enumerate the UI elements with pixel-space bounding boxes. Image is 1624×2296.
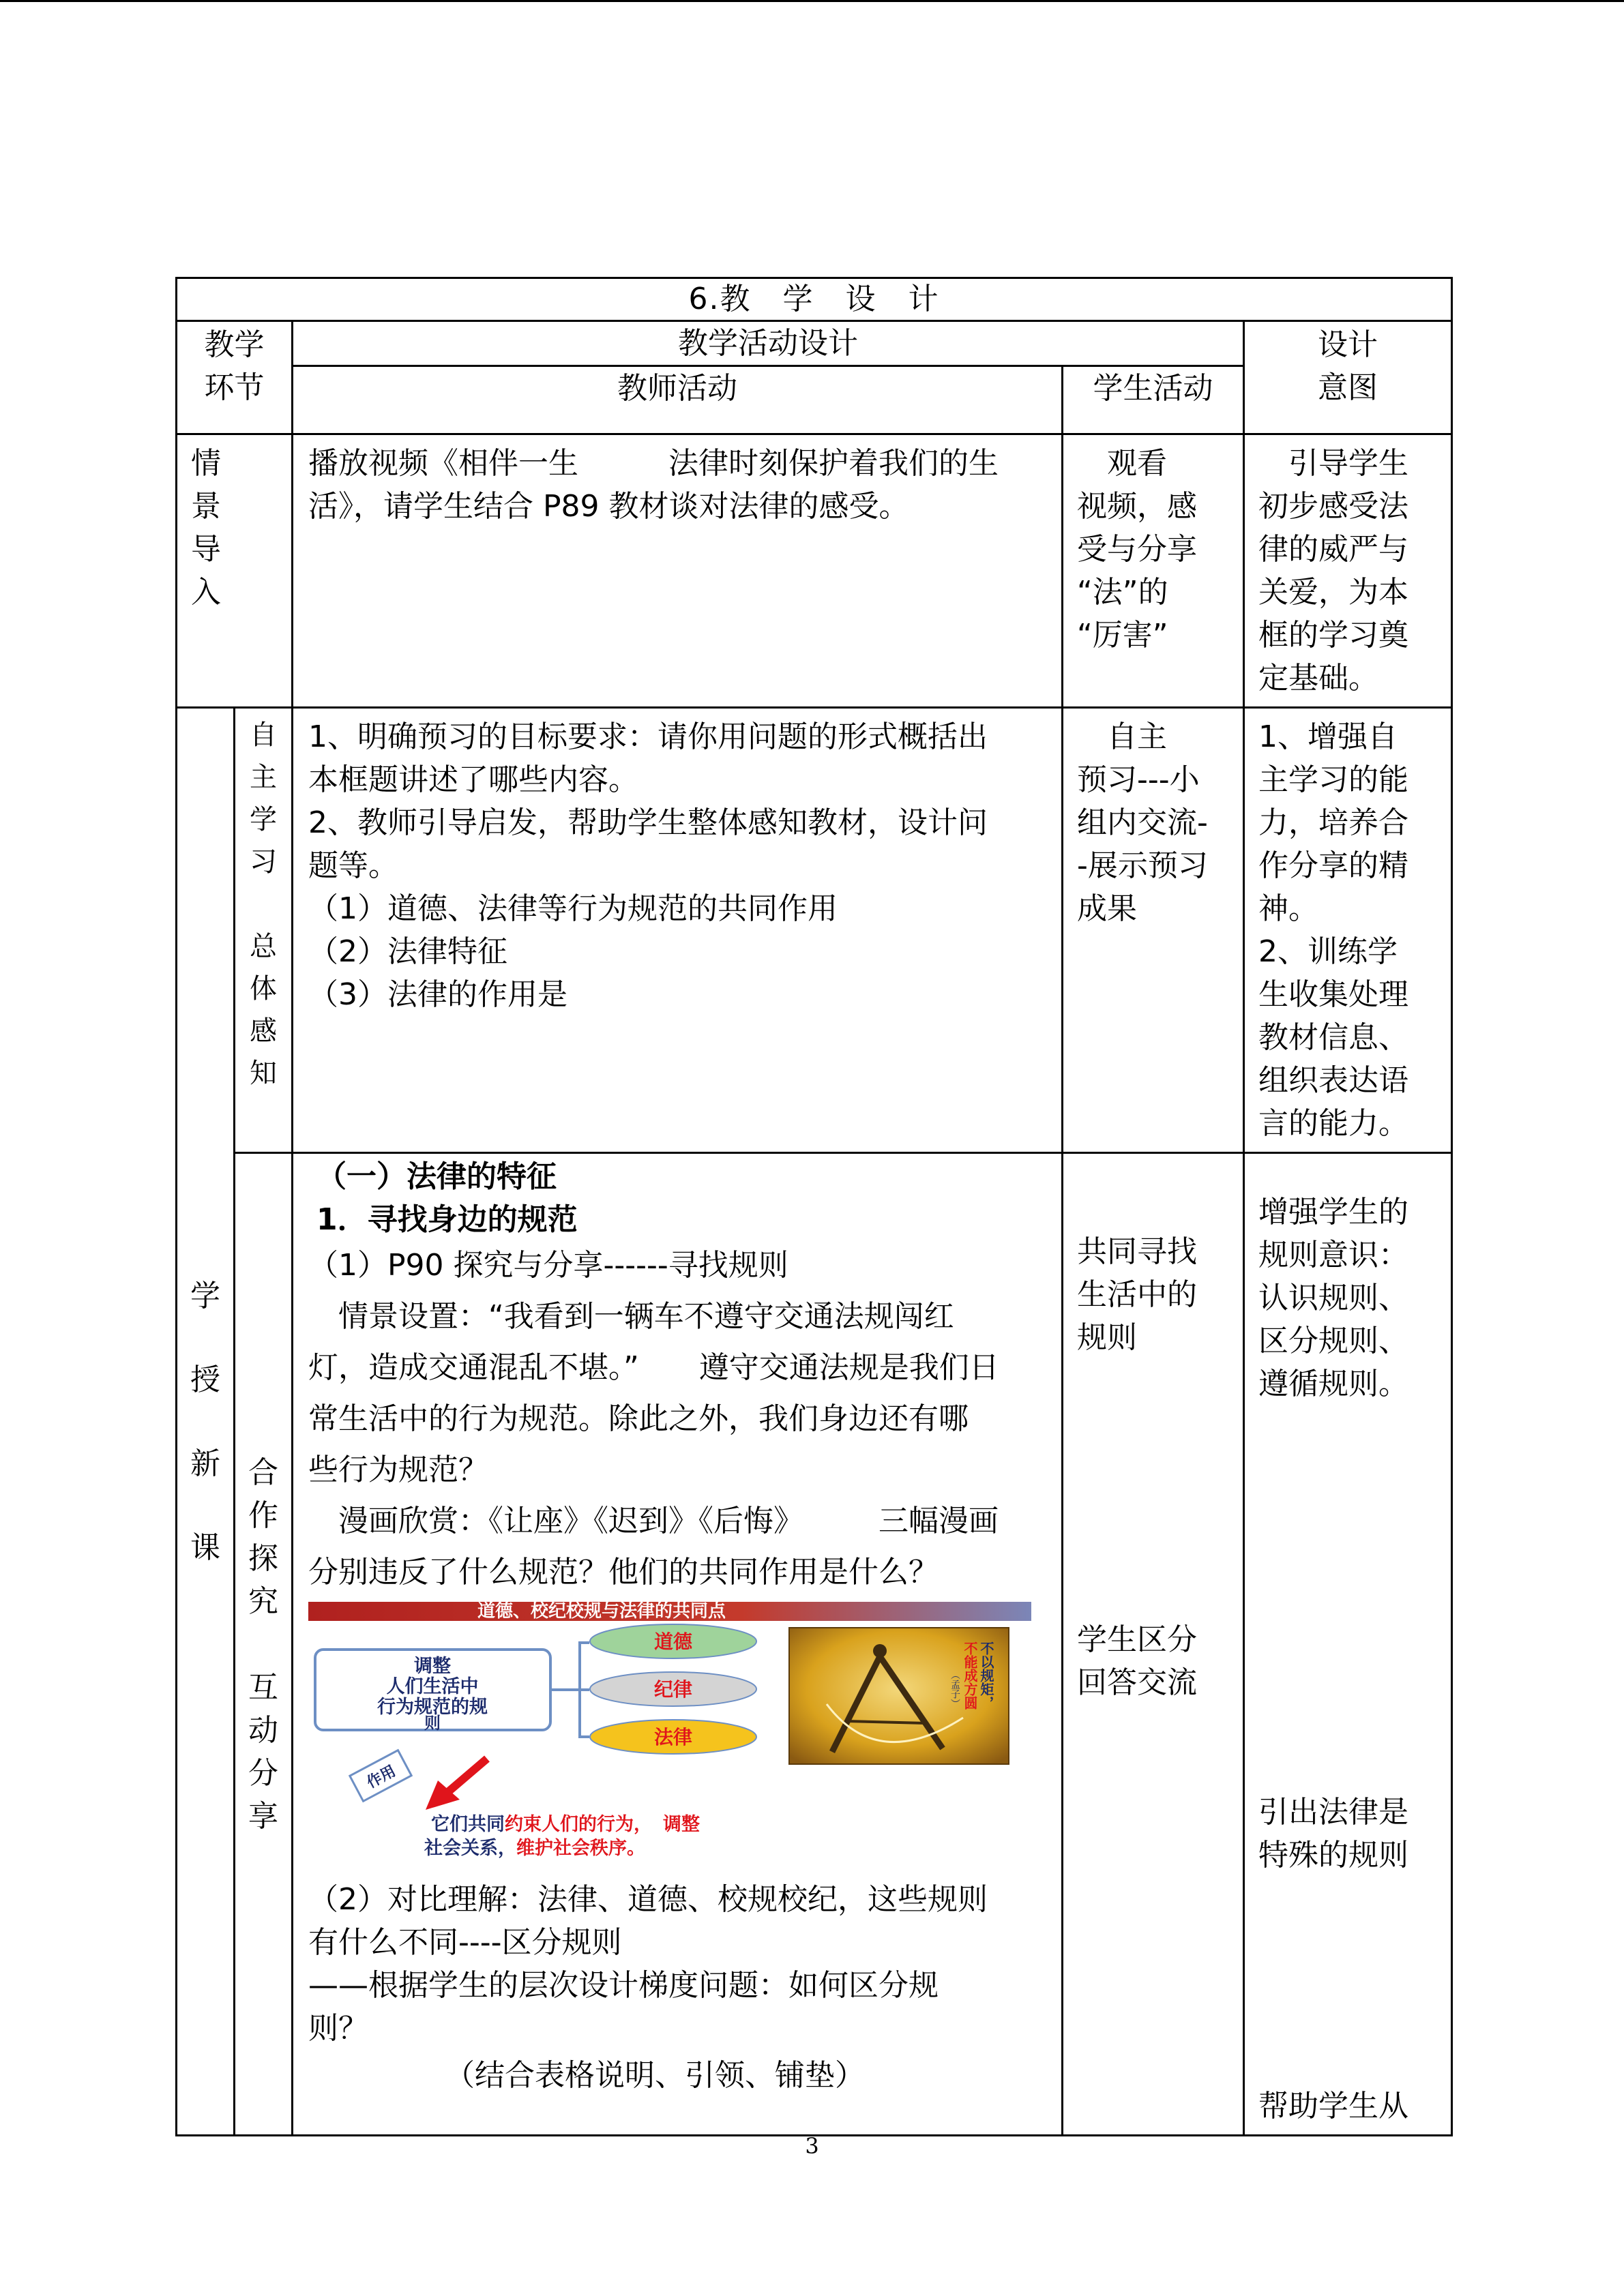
text-line: 本框题讲述了哪些内容。 <box>308 762 638 797</box>
text-line: 成果 <box>1077 891 1137 926</box>
text-line: “厉害” <box>1077 618 1168 653</box>
header-teacher-activity: 教师活动 <box>293 366 1063 434</box>
sub-stage-char: 总 <box>250 931 277 962</box>
stage-char: 导 <box>191 532 221 567</box>
sub-stage-char: 动 <box>248 1712 278 1748</box>
text-line: 回答交流 <box>1077 1665 1197 1700</box>
left-box-line: 人们生活中 <box>386 1676 479 1697</box>
sub-stage-char: 学 <box>250 804 277 835</box>
text-line: 区分规则、 <box>1258 1324 1408 1358</box>
sub-stage-char: 互 <box>248 1669 278 1705</box>
text-line: 引导学生 <box>1258 446 1408 481</box>
text-line: （1）P90 探究与分享------寻找规则 <box>308 1248 788 1283</box>
oval-label: 纪律 <box>653 1678 693 1701</box>
text-line: 生收集处理 <box>1258 977 1408 1012</box>
sub-stage-char: 习 <box>250 846 277 878</box>
table-title: 6.教 学 设 计 <box>177 278 1452 321</box>
diagram-brace <box>550 1643 589 1737</box>
self-study-teacher-activity <box>293 708 1063 1153</box>
text-line: 主学习的能 <box>1258 762 1408 797</box>
header-stage-line: 环节 <box>204 370 265 405</box>
text-line: （2）法律特征 <box>308 934 507 969</box>
diagram-banner-text: 道德、校纪校规与法律的共同点 <box>477 1602 726 1622</box>
diagram-bottom-line-2 <box>424 1837 645 1859</box>
text-line: 观看 <box>1077 446 1167 481</box>
sub-stage-char: 感 <box>250 1015 277 1047</box>
arrow-tag-text: 作用 <box>364 1762 399 1792</box>
text-line: 些行为规范？ <box>308 1452 488 1487</box>
photo-text-line: 不以规矩， <box>978 1641 994 1710</box>
intro-design-intent <box>1244 434 1452 708</box>
bottom-text-part: 社会关系， <box>424 1838 516 1859</box>
text-line: 1、增强自 <box>1258 719 1398 754</box>
text-line: 组内交流- <box>1077 805 1208 840</box>
text-line: 初步感受法 <box>1258 489 1408 524</box>
centered-note: （结合表格说明、引领、铺垫） <box>445 2058 865 2093</box>
intro-teacher-activity <box>293 434 1063 708</box>
photo-text-line: 不能成方圆 <box>962 1641 978 1710</box>
text-line: （2）对比理解：法律、道德、校规校纪，这些规则 <box>308 1882 988 1917</box>
intro-student-activity <box>1063 434 1244 708</box>
group-new-lesson <box>177 708 235 2136</box>
text-line: 播放视频《相伴一生 法律时刻保护着我们的生 <box>308 446 999 481</box>
text-line: 2、训练学 <box>1258 934 1398 969</box>
text-line: 则？ <box>308 2011 368 2046</box>
bottom-text-part: 调整 <box>663 1814 700 1835</box>
sub-stage-char: 知 <box>250 1058 277 1089</box>
text-line: 关爱，为本 <box>1258 575 1408 610</box>
text-line: 活》，请学生结合 P89 教材谈对法律的感受。 <box>308 489 909 524</box>
text-line: （1）道德、法律等行为规范的共同作用 <box>308 891 838 926</box>
bottom-text-part: 它们共同 <box>431 1814 505 1835</box>
bottom-text-part: 约束人们的行为， <box>505 1814 652 1835</box>
text-line: 受与分享 <box>1077 532 1197 567</box>
diagram-bottom-line-1 <box>431 1814 700 1835</box>
oval-label: 道德 <box>653 1630 693 1653</box>
text-line: 遵循规则。 <box>1258 1367 1408 1401</box>
sub-stage-char: 分 <box>248 1755 278 1791</box>
text-line: 2、教师引导启发，帮助学生整体感知教材，设计问 <box>308 805 988 840</box>
text-line: 分别违反了什么规范？他们的共同作用是什么？ <box>308 1555 939 1590</box>
text-line: 有什么不同----区分规则 <box>308 1925 622 1960</box>
group-char: 课 <box>190 1530 220 1565</box>
text-line: 定基础。 <box>1258 661 1378 696</box>
page-number: 3 <box>805 2133 819 2159</box>
arrow-tag <box>350 1750 411 1802</box>
sub-stage-char: 究 <box>248 1583 278 1619</box>
norms-diagram <box>308 1602 1031 1864</box>
sub-stage-char: 体 <box>250 973 277 1004</box>
text-line: 力，培养合 <box>1258 805 1408 840</box>
text-line: 教材信息、 <box>1258 1020 1408 1055</box>
cooperative-student-activity <box>1063 1153 1244 2136</box>
text-line: 视频，感 <box>1077 489 1197 524</box>
group-char: 授 <box>190 1362 220 1397</box>
text-line: 共同寻找 <box>1077 1234 1197 1269</box>
text-line: 规则意识： <box>1258 1238 1408 1272</box>
oval-label: 法律 <box>653 1726 693 1748</box>
text-line: 增强学生的 <box>1258 1195 1408 1229</box>
sub-stage-char: 探 <box>248 1540 278 1576</box>
left-box-line: 调整 <box>414 1656 451 1677</box>
group-char: 学 <box>190 1278 220 1313</box>
text-line: 作分享的精 <box>1258 848 1408 883</box>
text-line: “法”的 <box>1077 575 1168 610</box>
text-line: 生活中的 <box>1077 1277 1197 1312</box>
text-line: 漫画欣赏：《让座》《迟到》《后悔》 三幅漫画 <box>308 1504 999 1538</box>
header-intent <box>1244 321 1452 434</box>
sub-heading: 1．寻找身边的规范 <box>316 1202 578 1237</box>
text-line: 常生活中的行为规范。除此之外，我们身边还有哪 <box>308 1401 969 1436</box>
left-box-line: 则 <box>424 1714 441 1733</box>
text-line: 自主 <box>1077 719 1167 754</box>
text-line: 题等。 <box>308 848 398 883</box>
teaching-design-table <box>175 277 1453 2136</box>
bottom-text-part: 维护社会秩序。 <box>516 1838 645 1859</box>
stage-char: 入 <box>191 575 221 610</box>
norms-diagram-svg <box>308 1602 1031 1864</box>
cooperative-design-intent <box>1244 1153 1452 2136</box>
stage-char: 情 <box>191 446 221 481</box>
text-line: 引出法律是 <box>1258 1795 1408 1830</box>
sub-stage-gap <box>235 1623 291 1666</box>
header-activity-design: 教学活动设计 <box>293 321 1244 366</box>
section-heading: （一）法律的特征 <box>316 1159 557 1194</box>
left-box-line: 行为规范的规 <box>377 1697 488 1718</box>
text-line: 认识规则、 <box>1258 1281 1408 1315</box>
self-study-student-activity <box>1063 708 1244 1153</box>
text-line: （3）法律的作用是 <box>308 977 567 1012</box>
stage-char: 景 <box>191 489 221 524</box>
text-line: 组织表达语 <box>1258 1063 1408 1098</box>
text-line: 灯，造成交通混乱不堪。” 遵守交通法规是我们日 <box>308 1350 999 1385</box>
sub-stage-cooperative <box>235 1153 293 2136</box>
text-line: ——根据学生的层次设计梯度问题：如何区分规 <box>308 1968 939 2003</box>
sub-stage-gap <box>235 883 291 925</box>
text-line: 规则 <box>1077 1320 1137 1355</box>
text-line: 言的能力。 <box>1258 1106 1408 1141</box>
sub-stage-char: 合 <box>248 1455 278 1490</box>
text-line: 1、明确预习的目标要求：请你用问题的形式概括出 <box>308 719 988 754</box>
page-top-border <box>0 0 1624 2</box>
stage-intro <box>177 434 293 708</box>
text-line: 特殊的规则 <box>1258 1838 1408 1873</box>
header-stage-line: 教学 <box>204 327 265 362</box>
header-intent-line: 意图 <box>1318 370 1378 405</box>
sub-stage-char: 主 <box>250 762 277 793</box>
text-line: -展示预习 <box>1077 848 1208 883</box>
sub-stage-char: 自 <box>250 719 277 751</box>
text-line: 情景设置：“我看到一辆车不遵守交通法规闯红 <box>308 1299 954 1334</box>
text-line: 框的学习奠 <box>1258 618 1408 653</box>
sub-stage-self-study <box>235 708 293 1153</box>
group-char: 新 <box>190 1446 220 1481</box>
sub-stage-char: 享 <box>248 1798 278 1834</box>
text-line: 神。 <box>1258 891 1318 926</box>
text-line: 预习---小 <box>1077 762 1200 797</box>
text-line: 帮助学生从 <box>1258 2089 1408 2123</box>
text-line: 学生区分 <box>1077 1622 1197 1657</box>
text-line: 律的威严与 <box>1258 532 1408 567</box>
cooperative-teacher-activity <box>293 1153 1063 2136</box>
header-student-activity: 学生活动 <box>1063 366 1244 434</box>
red-arrow-icon <box>426 1759 487 1810</box>
self-study-design-intent <box>1244 708 1452 1153</box>
header-intent-line: 设计 <box>1318 327 1378 362</box>
photo-author: （孟子） <box>949 1670 960 1708</box>
sub-stage-char: 作 <box>248 1497 278 1533</box>
header-stage <box>177 321 293 434</box>
